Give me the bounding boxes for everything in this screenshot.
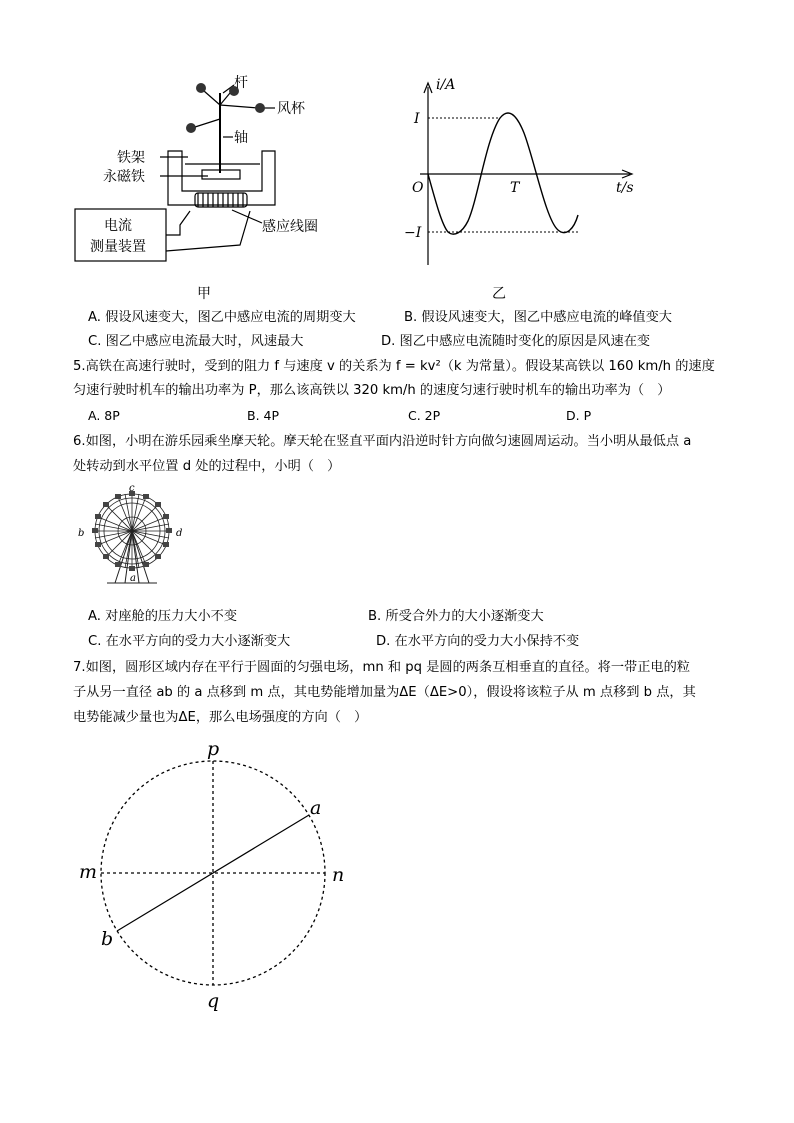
q5-stem-line2: 匀速行驶时机车的输出功率为 P，那么该高铁以 320 km/h 的速度匀速行驶时机车的输出功率为（ ） xyxy=(73,383,671,398)
q5-stem-line1: 5.高铁在高速行驶时，受到的阻力 f 与速度 v 的关系为 f = kv²（k 为常量）。假设某高铁以 160 km/h 的速度 xyxy=(73,359,715,374)
y-axis-label: i/A xyxy=(436,77,456,93)
x-axis-label: t/s xyxy=(616,180,634,196)
wind-cup-icon xyxy=(186,123,196,133)
q4-option-a: A. 假设风速变大，图乙中感应电流的周期变大 xyxy=(88,310,356,325)
q5-option-c: C. 2P xyxy=(408,408,441,423)
iron-frame xyxy=(168,151,275,205)
ferris-wheel-figure xyxy=(75,483,195,588)
label-a: a xyxy=(130,573,136,584)
label-device-line1: 电流 xyxy=(104,218,132,234)
label-m: m xyxy=(79,861,98,883)
q6-option-d: D. 在水平方向的受力大小保持不变 xyxy=(376,634,580,649)
label-coil: 感应线圈 xyxy=(262,219,318,235)
q6-stem-line1: 6.如图，小明在游乐园乘坐摩天轮。摩天轮在竖直平面内沿逆时针方向做匀速圆周运动。当小明从最低点 a xyxy=(73,434,692,449)
q5-option-b: B. 4P xyxy=(247,408,280,423)
tick-O: O xyxy=(412,180,424,196)
wind-cup-icon xyxy=(255,103,265,113)
wind-cup-icon xyxy=(196,83,206,93)
label-yongcitie: 永磁铁 xyxy=(103,169,145,185)
q7-stem-line3: 电势能减少量也为ΔE，那么电场强度的方向（ ） xyxy=(73,710,368,725)
q6-stem-line2: 处转动到水平位置 d 处的过程中，小明（ ） xyxy=(73,459,341,474)
label-c: c xyxy=(129,483,135,494)
q7-stem-line1: 7.如图，圆形区域内存在平行于圆面的匀强电场，mn 和 pq 是圆的两条互相垂直的直径。将一带正电的粒 xyxy=(73,660,690,675)
label-b: b xyxy=(101,928,114,950)
q4-option-c: C. 图乙中感应电流最大时，风速最大 xyxy=(88,334,304,349)
tick-neg-I: −I xyxy=(404,225,422,241)
q6-option-a: A. 对座舱的压力大小不变 xyxy=(88,609,238,624)
label-device-line2: 测量装置 xyxy=(90,239,146,255)
caption-yi: 乙 xyxy=(492,286,506,302)
label-b: b xyxy=(78,528,85,539)
q6-option-b: B. 所受合外力的大小逐渐变大 xyxy=(368,609,544,624)
caption-jia: 甲 xyxy=(197,286,211,302)
q7-stem-line2: 子从另一直径 ab 的 a 点移到 m 点，其电势能增加量为ΔE（ΔE>0），假设将该粒子从 m 点移到 b 点，其 xyxy=(73,685,696,700)
q5-option-a: A. 8P xyxy=(88,408,120,423)
label-p: p xyxy=(207,738,220,760)
q5-option-d: D. P xyxy=(566,408,592,423)
circle-field-figure xyxy=(70,735,370,1015)
q6-option-c: C. 在水平方向的受力大小逐渐变大 xyxy=(88,634,291,649)
tick-T: T xyxy=(510,180,520,196)
label-d: d xyxy=(176,528,183,539)
q4-option-b: B. 假设风速变大，图乙中感应电流的峰值变大 xyxy=(404,310,672,325)
label-zhou: 轴 xyxy=(234,130,248,146)
label-fengbei: 风杯 xyxy=(277,101,305,117)
label-n: n xyxy=(332,864,345,886)
label-q: q xyxy=(207,990,220,1012)
label-a: a xyxy=(310,797,322,819)
q4-option-d: D. 图乙中感应电流随时变化的原因是风速在变 xyxy=(381,334,651,349)
figure-yi xyxy=(390,75,650,270)
label-tiejia: 铁架 xyxy=(117,150,145,166)
label-gan: 杆 xyxy=(234,75,248,91)
tick-I: I xyxy=(414,111,420,127)
figure-jia xyxy=(70,75,350,270)
